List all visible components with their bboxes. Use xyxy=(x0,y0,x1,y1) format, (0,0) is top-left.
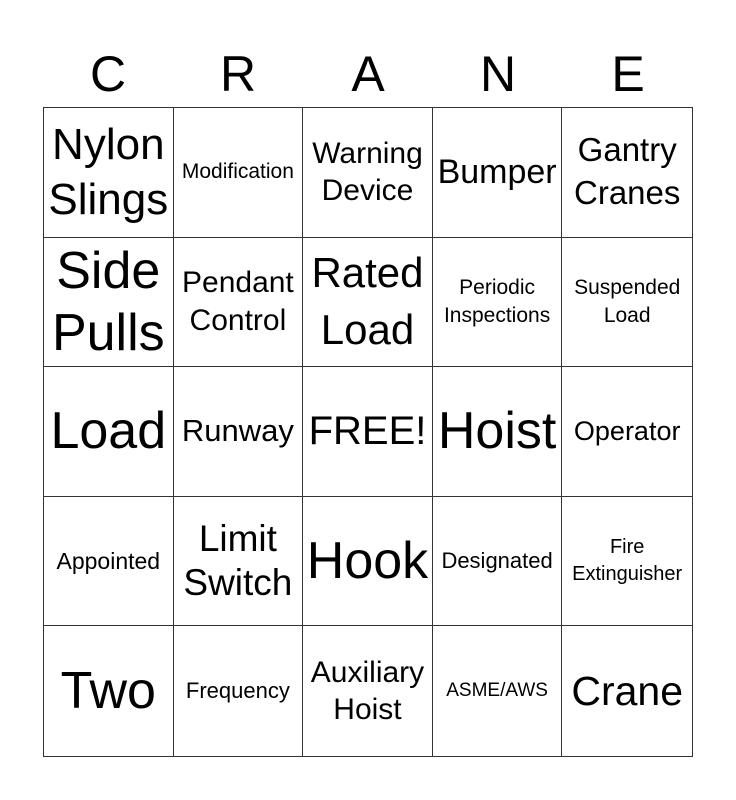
bingo-cell-r4c1[interactable] xyxy=(44,497,174,627)
bingo-cell-r3c4[interactable] xyxy=(433,367,563,497)
bingo-cell-r5c5[interactable] xyxy=(562,626,692,756)
bingo-cell-r2c4[interactable] xyxy=(433,238,563,368)
cell-text: Runway xyxy=(181,413,294,449)
bingo-cell-r2c5[interactable] xyxy=(562,238,692,368)
cell-text: Limit Switch xyxy=(183,517,293,604)
cell-text: Nylon Slings xyxy=(48,120,169,225)
bingo-header xyxy=(43,40,693,108)
cell-text: Side Pulls xyxy=(51,241,165,362)
bingo-cell-r4c4[interactable] xyxy=(433,497,563,627)
bingo-cell-r3c2[interactable] xyxy=(174,367,304,497)
header-letter-c: C xyxy=(89,46,127,102)
cell-text: Load xyxy=(50,401,167,460)
cell-text: Modification xyxy=(181,160,294,184)
bingo-cell-r1c3[interactable] xyxy=(303,108,433,238)
cell-text: FREE! xyxy=(308,409,427,454)
cell-text: Designated xyxy=(441,548,553,574)
bingo-cell-r3c1[interactable] xyxy=(44,367,174,497)
header-letter-n: N xyxy=(479,46,517,102)
bingo-cell-r4c3[interactable] xyxy=(303,497,433,627)
bingo-cell-r2c3[interactable] xyxy=(303,238,433,368)
cell-text: Bumper xyxy=(437,153,557,192)
bingo-cell-r1c4[interactable] xyxy=(433,108,563,238)
header-letter-e: E xyxy=(611,46,645,102)
cell-text: Fire Extinguisher xyxy=(572,536,683,586)
cell-text: Hoist xyxy=(437,401,557,460)
bingo-cell-r1c2[interactable] xyxy=(174,108,304,238)
bingo-cell-r1c1[interactable] xyxy=(44,108,174,238)
cell-text: Auxiliary Hoist xyxy=(310,655,425,727)
bingo-cell-r1c5[interactable] xyxy=(562,108,692,238)
cell-text: Warning Device xyxy=(312,136,423,208)
header-letter-r: R xyxy=(219,46,257,102)
bingo-cell-r5c4[interactable] xyxy=(433,626,563,756)
bingo-cell-r5c2[interactable] xyxy=(174,626,304,756)
bingo-cell-r4c5[interactable] xyxy=(562,497,692,627)
bingo-cell-free[interactable] xyxy=(303,367,433,497)
cell-text: Two xyxy=(60,661,156,720)
bingo-cell-r2c1[interactable] xyxy=(44,238,174,368)
cell-text: Frequency xyxy=(185,678,290,704)
cell-text: ASME/AWS xyxy=(446,680,548,702)
cell-text: Pendant Control xyxy=(182,266,294,337)
bingo-cell-r5c3[interactable] xyxy=(303,626,433,756)
bingo-board xyxy=(43,107,693,757)
bingo-cell-r3c5[interactable] xyxy=(562,367,692,497)
bingo-cell-r5c1[interactable] xyxy=(44,626,174,756)
cell-text: Appointed xyxy=(56,547,161,574)
cell-text: Crane xyxy=(571,667,684,714)
cell-text: Rated Load xyxy=(311,249,424,353)
cell-text: Hook xyxy=(306,531,429,590)
bingo-cell-r4c2[interactable] xyxy=(174,497,304,627)
cell-text: Suspended Load xyxy=(574,275,681,327)
cell-text: Gantry Cranes xyxy=(574,131,681,212)
bingo-cell-r2c2[interactable] xyxy=(174,238,304,368)
cell-text: Operator xyxy=(573,416,681,447)
cell-text: Periodic Inspections xyxy=(443,275,551,327)
header-letter-a: A xyxy=(351,46,385,102)
